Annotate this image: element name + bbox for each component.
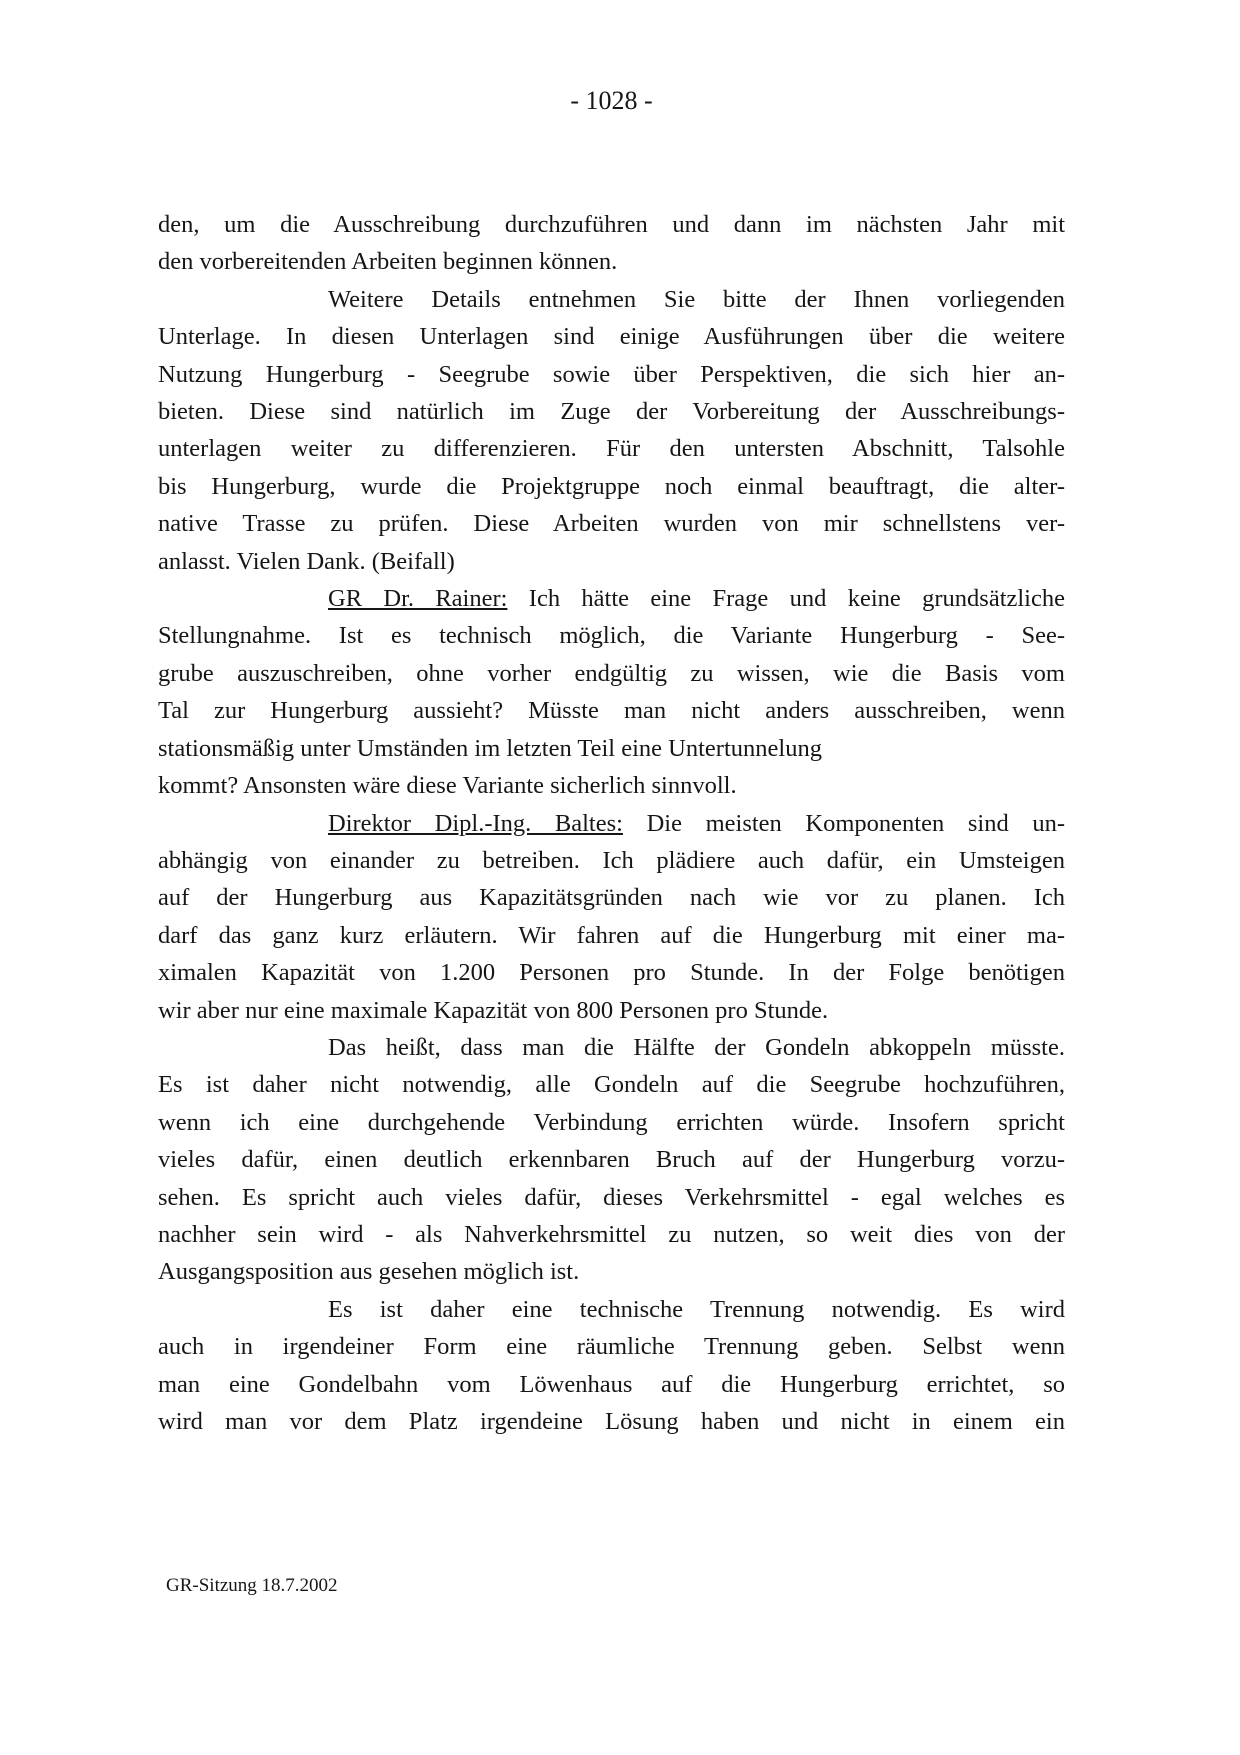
text-line: Stellungnahme. Ist es technisch möglich, die Variante Hungerburg - See- (158, 622, 1065, 650)
text-line: sehen. Es spricht auch vieles dafür, dieses Verkehrsmittel - egal welches es (158, 1183, 1065, 1211)
text-line: den vorbereitenden Arbeiten beginnen können. (158, 248, 618, 276)
text-line: man eine Gondelbahn vom Löwenhaus auf die Hungerburg errichtet, so (158, 1370, 1065, 1398)
text-line: anlasst. Vielen Dank. (Beifall) (158, 547, 455, 575)
text-line: stationsmäßig unter Umständen im letzten Teil eine Untertunnelung (158, 734, 822, 762)
page-number: - 1028 - (570, 86, 653, 115)
text-line: Nutzung Hungerburg - Seegrube sowie über Perspektiven, die sich hier an- (158, 360, 1065, 388)
text-line: Es ist daher nicht notwendig, alle Gondeln auf die Seegrube hochzuführen, (158, 1071, 1065, 1099)
speech-text: Ich hätte eine Frage und keine grundsätzliche (507, 585, 1065, 613)
text-line: Ausgangsposition aus gesehen möglich ist. (158, 1258, 580, 1286)
text-line: Es ist daher eine technische Trennung notwendig. Es wird (328, 1295, 1065, 1323)
speaker-name: Direktor Dipl.-Ing. Baltes: (328, 809, 623, 837)
text-line: auf der Hungerburg aus Kapazitätsgründen nach wie vor zu planen. Ich (158, 884, 1065, 912)
text-line: wenn ich eine durchgehende Verbindung errichten würde. Insofern spricht (158, 1108, 1065, 1136)
text-line: vieles dafür, einen deutlich erkennbaren Bruch auf der Hungerburg vorzu- (158, 1146, 1065, 1174)
text-line: den, um die Ausschreibung durchzuführen und dann im nächsten Jahr mit (158, 211, 1065, 238)
text-line (158, 805, 1065, 842)
text-line: nachher sein wird - als Nahverkehrsmittel zu nutzen, so weit dies von der (158, 1220, 1065, 1248)
text-line: unterlagen weiter zu differenzieren. Für den untersten Abschnitt, Talsohle (158, 435, 1065, 463)
text-line: Weitere Details entnehmen Sie bitte der Ihnen vorliegenden (328, 285, 1065, 313)
text-line: native Trasse zu prüfen. Diese Arbeiten wurden von mir schnellstens ver- (158, 510, 1065, 538)
text-line: Unterlage. In diesen Unterlagen sind einige Ausführungen über die weitere (158, 323, 1065, 351)
text-line: darf das ganz kurz erläutern. Wir fahren auf die Hungerburg mit einer ma- (158, 921, 1065, 949)
text-line: auch in irgendeiner Form eine räumliche Trennung geben. Selbst wenn (158, 1333, 1065, 1361)
text-line (158, 580, 1065, 617)
page-footer: GR-Sitzung 18.7.2002 (166, 1575, 338, 1596)
speaker-name: GR Dr. Rainer: (328, 585, 508, 613)
text-line: bis Hungerburg, wurde die Projektgruppe noch einmal beauftragt, die alter- (158, 472, 1065, 500)
document-body (158, 206, 1065, 1440)
text-line: ximalen Kapazität von 1.200 Personen pro Stunde. In der Folge benötigen (158, 959, 1065, 987)
text-line: Das heißt, dass man die Hälfte der Gondeln abkoppeln müsste. (328, 1033, 1065, 1061)
text-line: kommt? Ansonsten wäre diese Variante sicherlich sinnvoll. (158, 772, 737, 800)
text-line: abhängig von einander zu betreiben. Ich plädiere auch dafür, ein Umsteigen (158, 846, 1065, 874)
speech-text: Die meisten Komponenten sind un- (622, 809, 1065, 837)
text-line: Tal zur Hungerburg aussieht? Müsste man nicht anders ausschreiben, wenn (158, 697, 1065, 725)
text-line: bieten. Diese sind natürlich im Zuge der Vorbereitung der Ausschreibungs- (158, 398, 1065, 426)
text-line: wird man vor dem Platz irgendeine Lösung haben und nicht in einem ein (158, 1408, 1065, 1435)
text-line: wir aber nur eine maximale Kapazität von 800 Personen pro Stunde. (158, 996, 829, 1024)
text-line: grube auszuschreiben, ohne vorher endgültig zu wissen, wie die Basis vom (158, 659, 1065, 687)
